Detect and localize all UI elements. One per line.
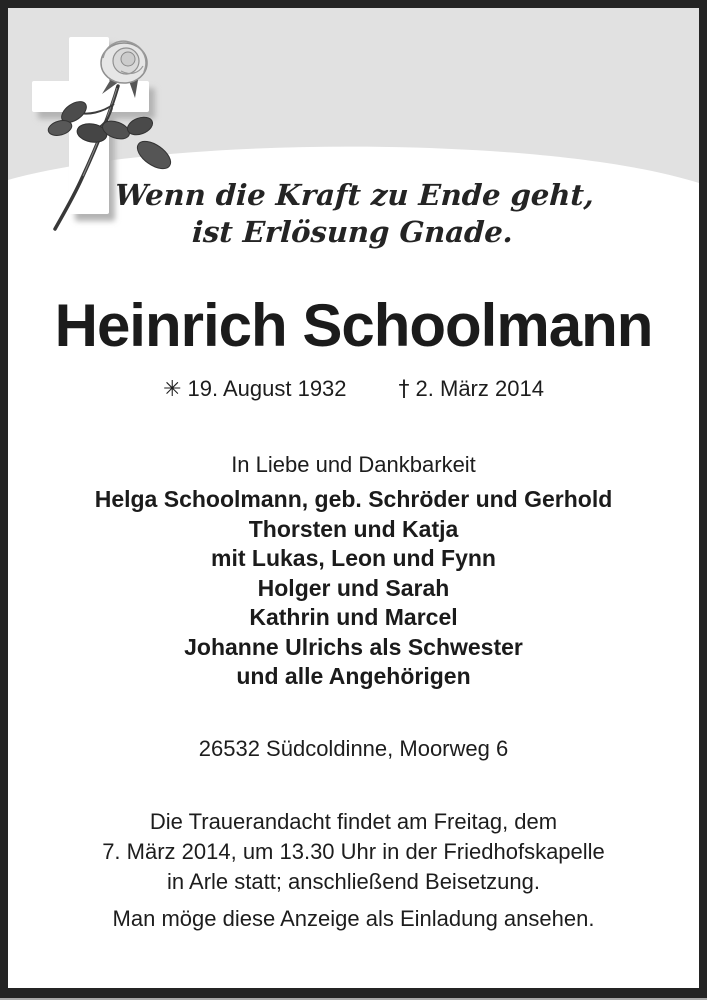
birth-star-icon: ✳: [163, 377, 182, 402]
mourner-line: Thorsten und Katja: [248, 515, 459, 542]
condolence-quote: [6, 177, 701, 251]
mourner-line: Holger und Sarah: [257, 574, 450, 601]
service-details: [8, 807, 699, 897]
service-line-2: 7. März 2014, um 13.30 Uhr in der Friedhofskapelle: [102, 839, 605, 864]
mourner-line: Kathrin und Marcel: [249, 604, 458, 630]
quote-line-2: ist Erlösung Gnade.: [191, 215, 514, 249]
mourner-line: Johanne Ulrichs als Schwester: [184, 633, 523, 660]
mourner-line: mit Lukas, Leon und Fynn: [211, 545, 496, 571]
mourner-line: und alle Angehörigen: [236, 663, 471, 689]
quote-line-1: Wenn die Kraft zu Ende geht,: [114, 178, 595, 212]
death-date: † 2. März 2014: [398, 376, 544, 402]
deceased-name: Heinrich Schoolmann: [54, 292, 653, 359]
closing-line: Man möge diese Anzeige als Einladung ansehen.: [112, 906, 595, 931]
birth-date: ✳ 19. August 1932: [163, 376, 347, 402]
mourner-line: Helga Schoolmann, geb. Schröder und Gerhold: [94, 486, 613, 512]
service-line-1: Die Trauerandacht findet am Freitag, dem: [149, 809, 558, 834]
intro-line: In Liebe und Dankbarkeit: [231, 452, 476, 477]
mourner-list: [8, 485, 699, 692]
address-line: 26532 Südcoldinne, Moorweg 6: [198, 736, 509, 761]
notice-content: [8, 8, 699, 988]
life-dates: [8, 375, 699, 404]
service-line-3: in Arle statt; anschließend Beisetzung.: [167, 869, 540, 894]
death-cross-icon: †: [398, 377, 410, 402]
